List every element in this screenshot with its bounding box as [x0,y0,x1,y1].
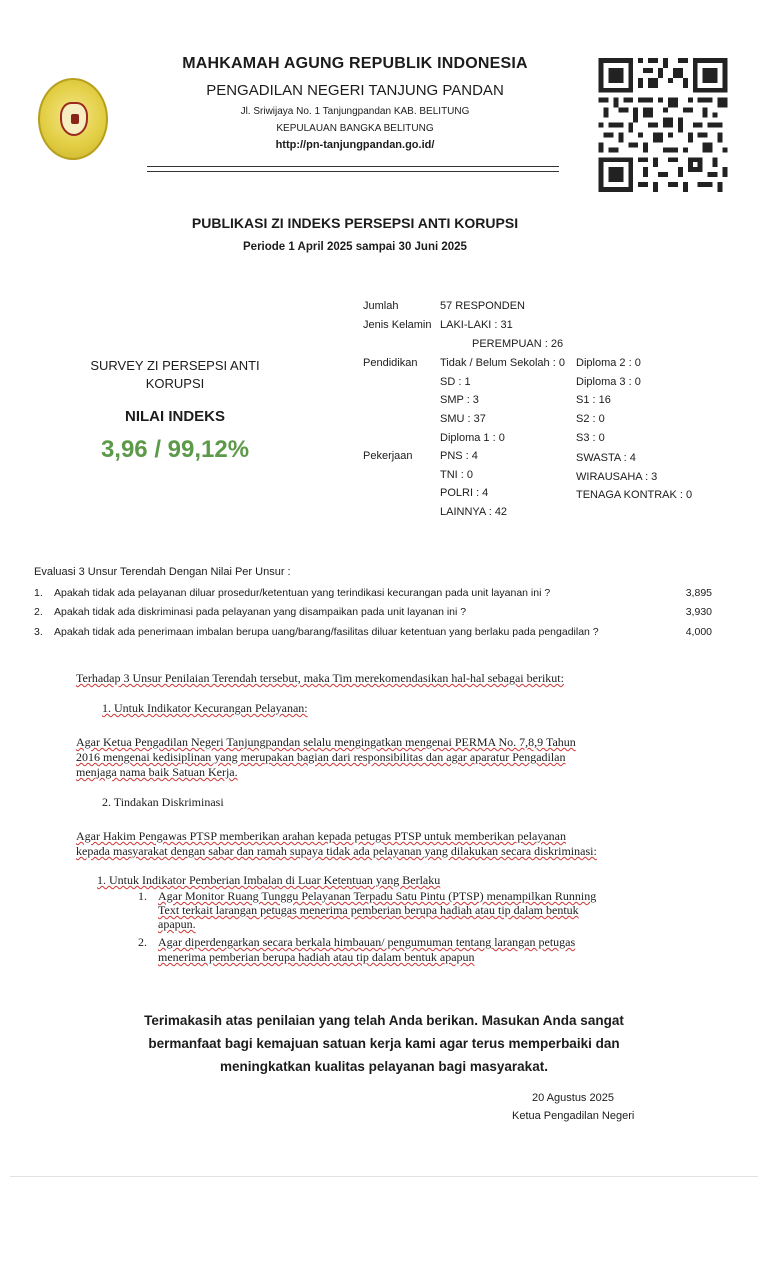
publication-title: PUBLIKASI ZI INDEKS PERSEPSI ANTI KORUPSI [191,215,519,231]
index-value-label: NILAI INDEKS [124,408,225,425]
qr-code-icon [598,58,728,192]
stat-s1: S1 : 16 [576,394,611,406]
section-3-item-text [158,889,658,931]
section-1-text [76,735,656,780]
evaluation-item-score: 3,930 [685,606,712,618]
evaluation-item-score: 3,895 [685,587,712,599]
address-line-1: Jl. Sriwijaya No. 1 Tanjungpandan KAB. BELITUNG [240,106,470,117]
section-3-item-line: apapun. [158,917,196,931]
court-name: PENGADILAN NEGERI TANJUNG PANDAN [206,82,504,99]
survey-label-line-1: SURVEY ZI PERSEPSI ANTI [90,358,260,373]
index-value: 3,96 / 99,12% [100,436,250,463]
stat-polri: POLRI : 4 [440,487,489,499]
section-3-heading: 1. Untuk Indikator Pemberian Imbalan di Luar Ketentuan yang Berlaku [97,873,441,887]
stat-diploma-3: Diploma 3 : 0 [576,376,641,388]
section-1-line: Agar Ketua Pengadilan Negeri Tanjungpandan selalu mengingatkan mengenai PERMA No. 7,8,9 Tahun [76,735,576,749]
stat-smu: SMU : 37 [440,413,486,425]
court-emblem-logo [38,78,108,160]
closing-line: bermanfaat bagi kemajuan satuan kerja kami agar terus memperbaiki dan [148,1036,620,1051]
stat-sd: SD : 1 [440,376,471,388]
evaluation-item-number: 1. [34,587,43,599]
stat-pns: PNS : 4 [440,450,478,462]
institution-title: MAHKAMAH AGUNG REPUBLIK INDONESIA [182,55,528,72]
recommendation-lead: Terhadap 3 Unsur Penilaian Terendah tersebut, maka Tim merekomendasikan hal-hal sebagai berikut: [76,671,564,685]
stat-s2: S2 : 0 [576,413,605,425]
evaluation-item-score: 4,000 [685,626,712,638]
section-1-line: 2016 mengenai kedisiplinan yang merupakan bagian dari responsibilitas dan agar aparatur Pengadilan [76,750,566,764]
stat-laki-laki: LAKI-LAKI : 31 [440,319,513,331]
closing-message [110,1009,658,1078]
section-2-line: Agar Hakim Pengawas PTSP memberikan arahan kepada petugas PTSP untuk memberikan pelayanan [76,829,566,843]
evaluation-item [34,587,724,599]
section-3-item-line: menerima pemberian berupa hadiah atau tip dalam bentuk apapun [158,950,475,964]
section-3-item-number: 1. [138,889,147,903]
stat-diploma-2: Diploma 2 : 0 [576,357,641,369]
stat-s3: S3 : 0 [576,432,605,444]
evaluation-item-text: Apakah tidak ada pelayanan diluar prosedur/ketentuan yang terindikasi kecurangan pada unit layanan ini ? [54,587,551,599]
section-3-item-line: Agar Monitor Ruang Tunggu Pelayanan Terpadu Satu Pintu (PTSP) menampilkan Running [158,889,597,903]
signature-date: 20 Agustus 2025 [532,1092,614,1104]
survey-label [60,357,290,393]
survey-label-line-2: KORUPSI [145,376,205,391]
signature-title: Ketua Pengadilan Negeri [512,1110,635,1122]
section-3-item-line: Agar diperdengarkan secara berkala himbauan/ pengumuman tentang larangan petugas [158,935,576,949]
section-1-heading: 1. Untuk Indikator Kecurangan Pelayanan: [102,701,308,715]
header-divider [147,166,559,167]
evaluation-item-number: 3. [34,626,43,638]
stat-tenaga-kontrak: TENAGA KONTRAK : 0 [576,489,693,501]
website-link[interactable]: http://pn-tanjungpandan.go.id/ [275,139,435,151]
closing-line: meningkatkan kualitas pelayanan bagi masyarakat. [220,1059,548,1074]
evaluation-title: Evaluasi 3 Unsur Terendah Dengan Nilai Per Unsur : [34,566,291,578]
header-divider-2 [147,171,559,172]
section-2-line: kepada masyarakat dengan sabar dan ramah supaya tidak ada pelayanan yang dilakukan secara diskriminasi: [76,844,597,858]
evaluation-item [34,626,724,638]
stat-swasta: SWASTA : 4 [576,452,636,464]
closing-line: Terimakasih atas penilaian yang telah Anda berikan. Masukan Anda sangat [144,1013,624,1028]
evaluation-item-text: Apakah tidak ada penerimaan imbalan berupa uang/barang/fasilitas diluar ketentuan yang berlaku pada pengadilan ? [54,626,599,638]
section-2-heading: 2. Tindakan Diskriminasi [102,795,224,809]
stat-diploma-1: Diploma 1 : 0 [440,432,505,444]
stat-tidak-sekolah: Tidak / Belum Sekolah : 0 [440,357,565,369]
publication-period: Periode 1 April 2025 sampai 30 Juni 2025 [243,241,467,253]
evaluation-item [34,606,724,618]
address-line-2: KEPULAUAN BANGKA BELITUNG [276,123,434,134]
stat-occupation-label: Pekerjaan [363,450,413,462]
section-3-item-text [158,935,658,965]
stat-education-label: Pendidikan [363,357,418,369]
section-1-line: menjaga nama baik Satuan Kerja. [76,765,238,779]
stat-gender-label: Jenis Kelamin [363,319,432,331]
stat-jumlah-value: 57 RESPONDEN [440,300,525,312]
stat-lainnya: LAINNYA : 42 [440,506,508,518]
stat-jumlah-label: Jumlah [363,300,399,312]
section-3-item-number: 2. [138,935,147,949]
stat-wirausaha: WIRAUSAHA : 3 [576,471,658,483]
stat-tni: TNI : 0 [440,469,474,481]
section-2-text [76,829,676,859]
stat-smp: SMP : 3 [440,394,479,406]
page-bottom-divider [10,1176,758,1177]
evaluation-item-text: Apakah tidak ada diskriminasi pada pelayanan yang disampaikan pada unit layanan ini ? [54,606,467,618]
stat-perempuan: PEREMPUAN : 26 [472,338,564,350]
section-3-item-line: Text terkait larangan petugas menerima pemberian berupa hadiah atau tip dalam bentuk [158,903,579,917]
evaluation-item-number: 2. [34,606,43,618]
